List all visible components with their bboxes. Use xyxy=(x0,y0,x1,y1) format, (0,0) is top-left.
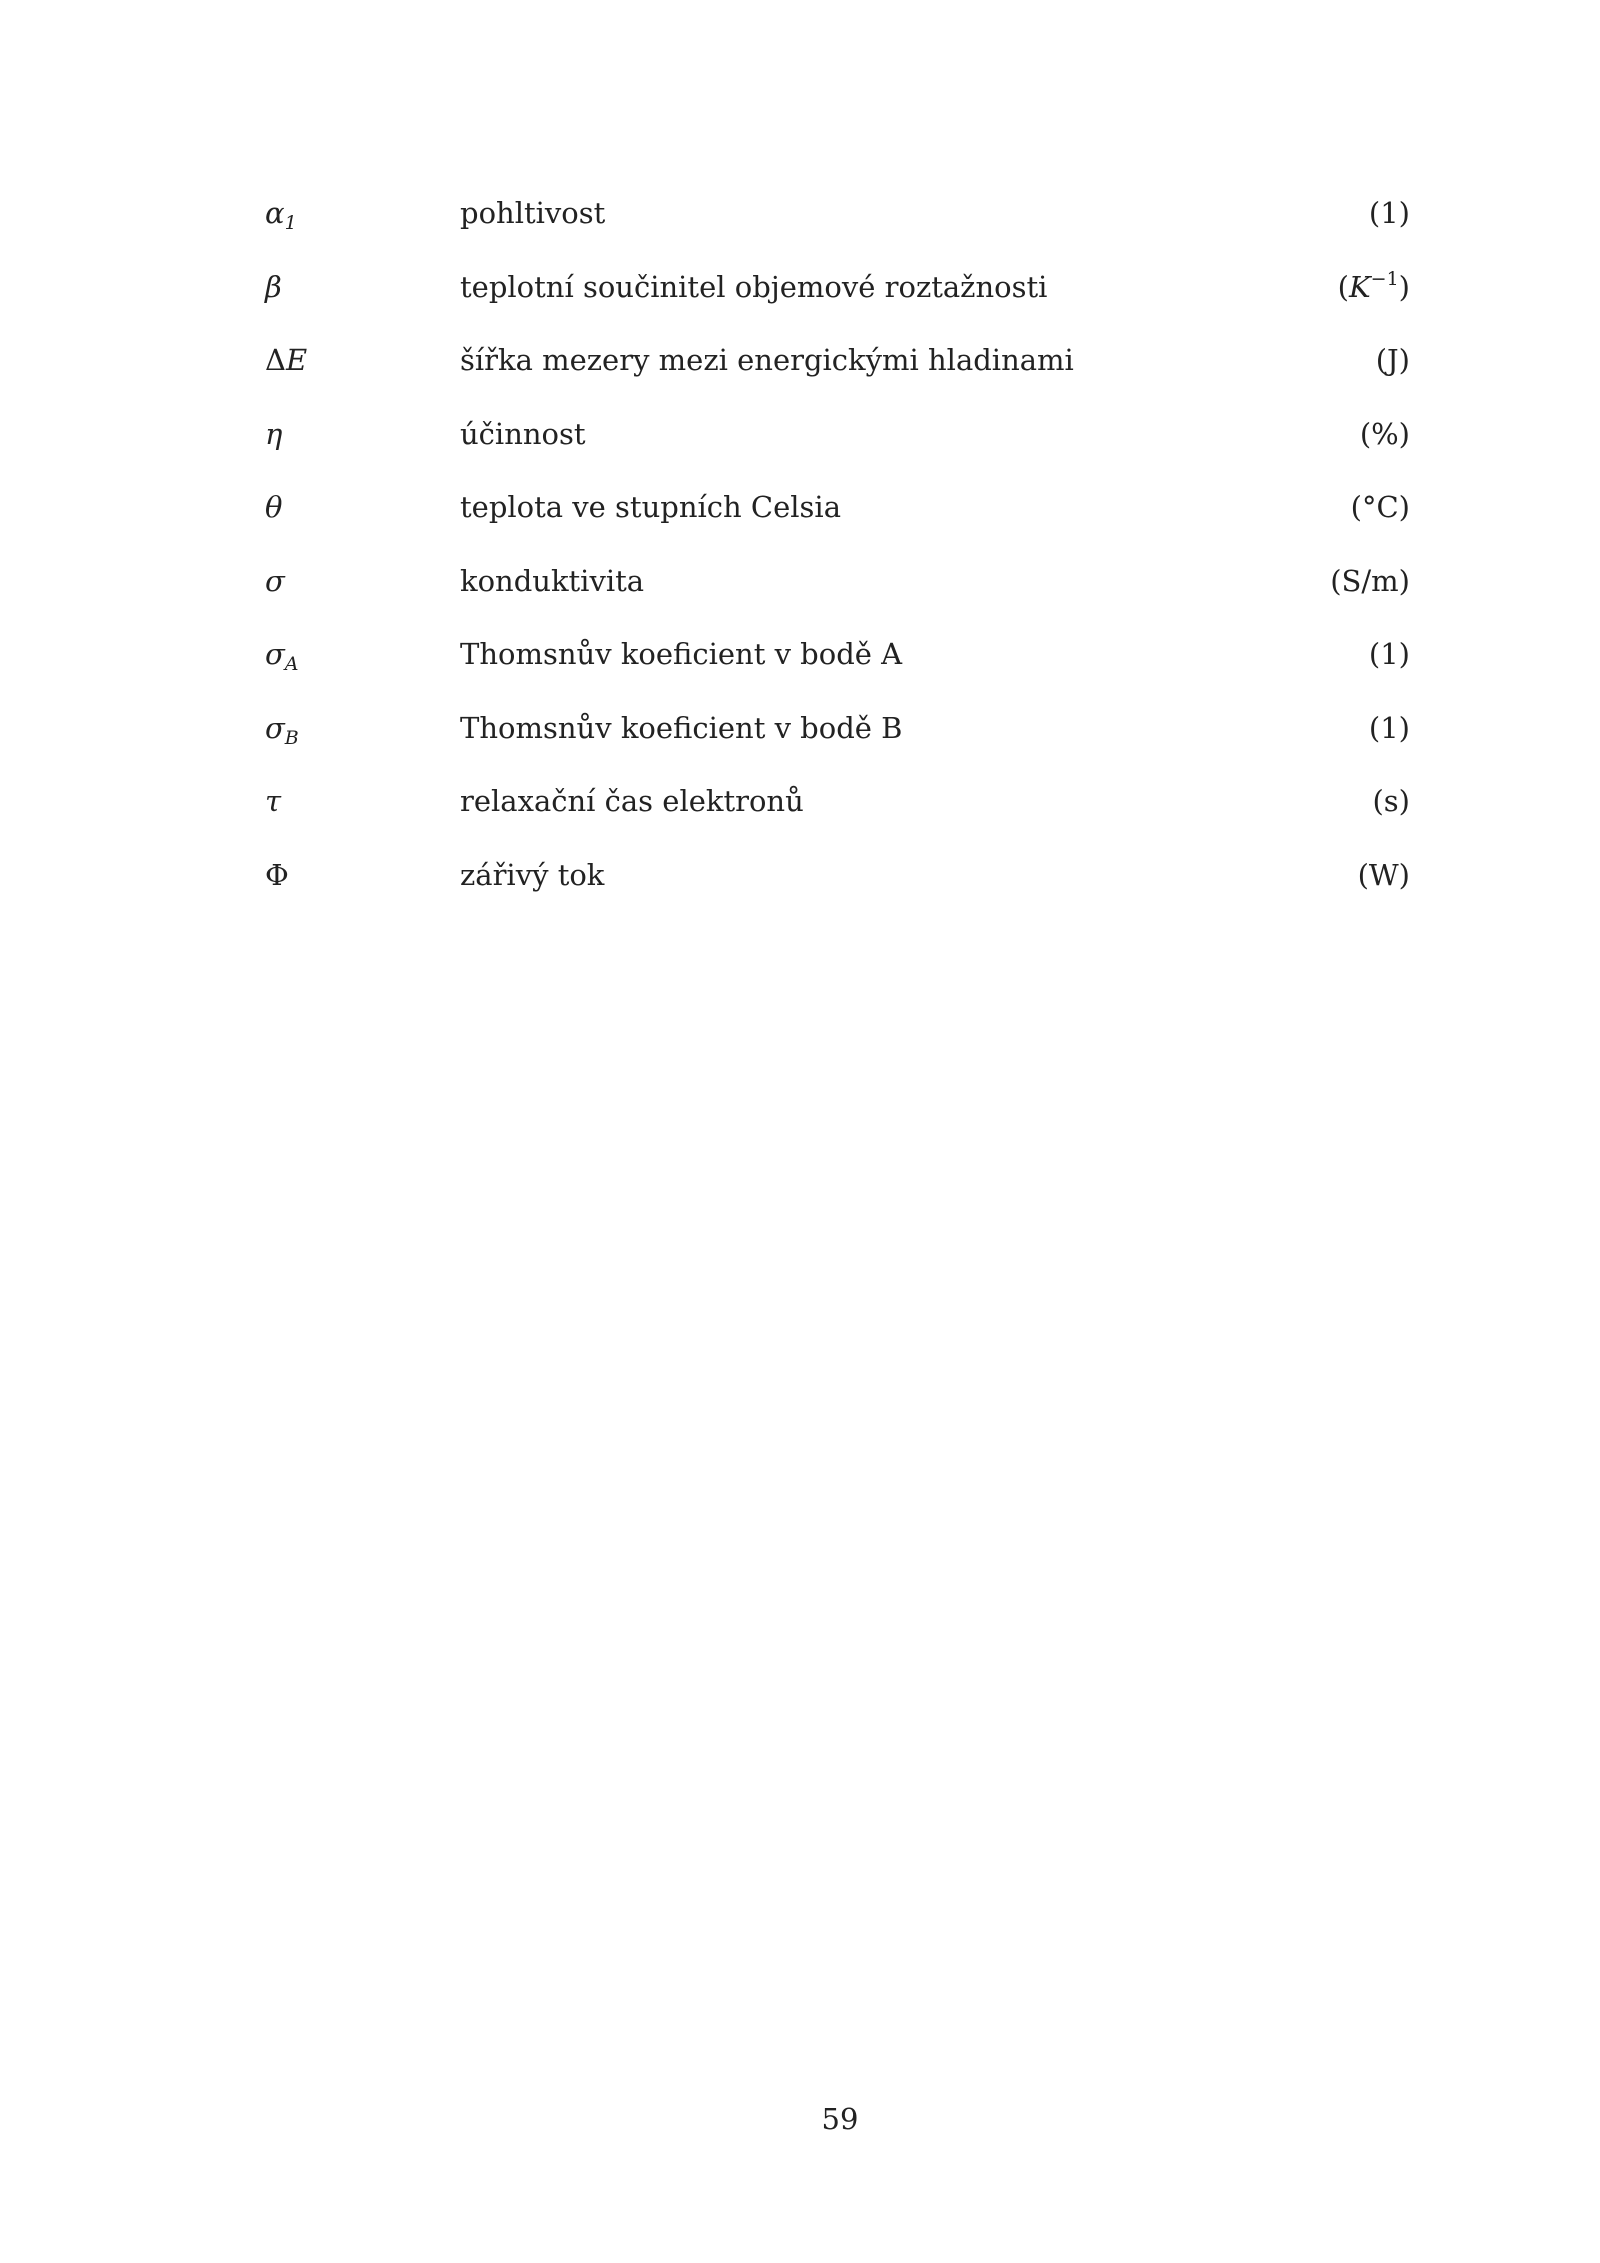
symbol-description: konduktivita xyxy=(460,563,645,598)
list-item xyxy=(265,335,1410,409)
list-item xyxy=(265,776,1410,850)
symbol-unit: $(K^{-1})$ xyxy=(1337,267,1410,304)
symbol: β xyxy=(265,269,282,304)
symbol-list xyxy=(265,188,1410,923)
symbol: θ xyxy=(265,490,283,524)
page-number: 59 xyxy=(821,2102,859,2136)
symbol-unit: (S/m) xyxy=(1330,563,1410,598)
symbol-unit: (%) xyxy=(1359,416,1410,451)
symbol: Φ xyxy=(265,857,289,892)
symbol-description: relaxační čas elektronů xyxy=(460,784,804,818)
symbol-description: pohltivost xyxy=(460,196,606,230)
list-item xyxy=(265,262,1410,336)
list-item xyxy=(265,703,1410,777)
symbol-description: účinnost xyxy=(460,416,586,451)
symbol-unit: (W) xyxy=(1357,857,1410,892)
symbol-description: teplota ve stupních Celsia xyxy=(460,490,841,524)
symbol: $\sigma_A$ xyxy=(265,637,299,675)
symbol-unit: (°C) xyxy=(1350,490,1410,524)
list-item xyxy=(265,188,1410,262)
symbol-unit: (s) xyxy=(1372,784,1410,818)
symbol-unit: (J) xyxy=(1375,343,1410,377)
symbol-unit: (1) xyxy=(1368,710,1410,745)
symbol: τ xyxy=(265,784,282,818)
symbol: ΔE xyxy=(265,343,308,377)
list-item xyxy=(265,556,1410,630)
list-item xyxy=(265,482,1410,556)
symbol-description: zářivý tok xyxy=(460,857,605,892)
list-item xyxy=(265,409,1410,483)
list-item xyxy=(265,629,1410,703)
symbol: $\sigma_B$ xyxy=(265,710,299,749)
symbol-description: Thomsnův koeficient v bodě A xyxy=(460,637,903,671)
list-item xyxy=(265,850,1410,924)
symbol-description: Thomsnův koeficient v bodě B xyxy=(460,710,903,745)
symbol: $\alpha_1$ xyxy=(265,196,297,234)
symbol-description: šířka mezery mezi energickými hladinami xyxy=(460,343,1074,377)
symbol: η xyxy=(265,416,283,451)
symbol-description: teplotní součinitel objemové roztažnosti xyxy=(460,269,1048,304)
symbol-unit: (1) xyxy=(1368,637,1410,671)
symbol: σ xyxy=(265,563,285,598)
symbol-unit: (1) xyxy=(1368,196,1410,230)
